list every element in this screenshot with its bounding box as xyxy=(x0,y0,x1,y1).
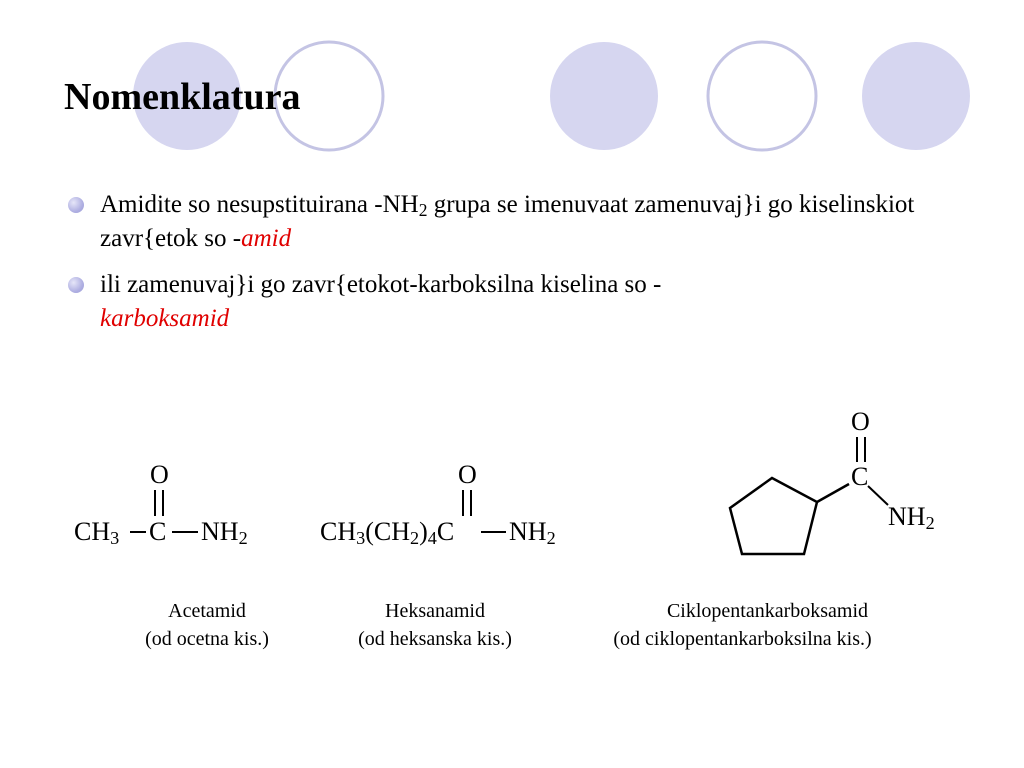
cyclo-nh-sub: 2 xyxy=(925,513,935,533)
cyclo-oxygen: O xyxy=(851,407,870,436)
cyclo-carbon: C xyxy=(851,462,869,491)
caption-acetamide xyxy=(112,597,302,653)
bullet1-text: Amidite so nesupstituirana -NH xyxy=(100,191,419,218)
acetamide-amine xyxy=(201,517,248,547)
acetamide-oxygen: O xyxy=(150,460,169,489)
hexanamide-ch2-sub: 2 xyxy=(410,528,420,548)
caption-cyclopentane-name: Ciklopentankarboksamid xyxy=(666,600,869,622)
hexanamide-ch-sub: 3 xyxy=(356,528,366,548)
caption-hexanamide-source: (od heksanska kis.) xyxy=(358,628,512,650)
acetamide-carbon: C xyxy=(149,517,167,546)
caption-acetamide-name: Acetamid xyxy=(168,600,246,622)
bullet2-emphasis: karboksamid xyxy=(100,305,230,332)
hexanamide-ch2: (CH xyxy=(365,517,410,546)
caption-cyclopentane-source: (od ciklopentankarboksilna kis.) xyxy=(613,628,872,650)
acetamide-nh-sub: 2 xyxy=(238,528,248,548)
bullet1-text-cont: grupa se imenuvaat zamenuvaj}i go kiselinskiot zavr{etok so - xyxy=(100,191,915,252)
hexanamide-nh: NH xyxy=(509,517,547,546)
caption-acetamide-source: (od ocetna kis.) xyxy=(145,628,269,650)
caption-hexanamide xyxy=(330,597,540,653)
caption-hexanamide-name: Heksanamid xyxy=(385,600,485,622)
bullet2-text: ili zamenuvaj}i go zavr{etokot-karboksilna kiselina so - xyxy=(100,271,662,298)
slide-title: Nomenklatura xyxy=(64,76,301,118)
acetamide-nh: NH xyxy=(201,517,239,546)
cyclo-nh: NH xyxy=(888,502,926,531)
acetamide-methyl xyxy=(74,517,119,547)
hexanamide-count-sub: 4 xyxy=(427,528,437,548)
hexanamide-amine xyxy=(509,517,556,547)
caption-cyclopentane xyxy=(570,597,915,653)
hexanamide-ch: CH xyxy=(320,517,357,546)
acetamide-ch: CH xyxy=(74,517,111,546)
hexanamide-chain xyxy=(320,517,454,547)
ring-bond-c xyxy=(817,484,849,502)
hexanamide-carbon: C xyxy=(436,517,455,546)
cyclo-amine xyxy=(888,502,935,532)
cyclopentane-ring xyxy=(730,478,817,554)
hexanamide-oxygen: O xyxy=(458,460,477,489)
acetamide-ch-sub: 3 xyxy=(110,528,120,548)
cyclo-bond-c-n xyxy=(868,486,888,505)
bullet1-subscript: 2 xyxy=(418,200,428,220)
bullet1-emphasis: amid xyxy=(241,225,292,252)
hexanamide-nh-sub: 2 xyxy=(546,528,556,548)
hexanamide-paren: ) xyxy=(419,517,428,546)
